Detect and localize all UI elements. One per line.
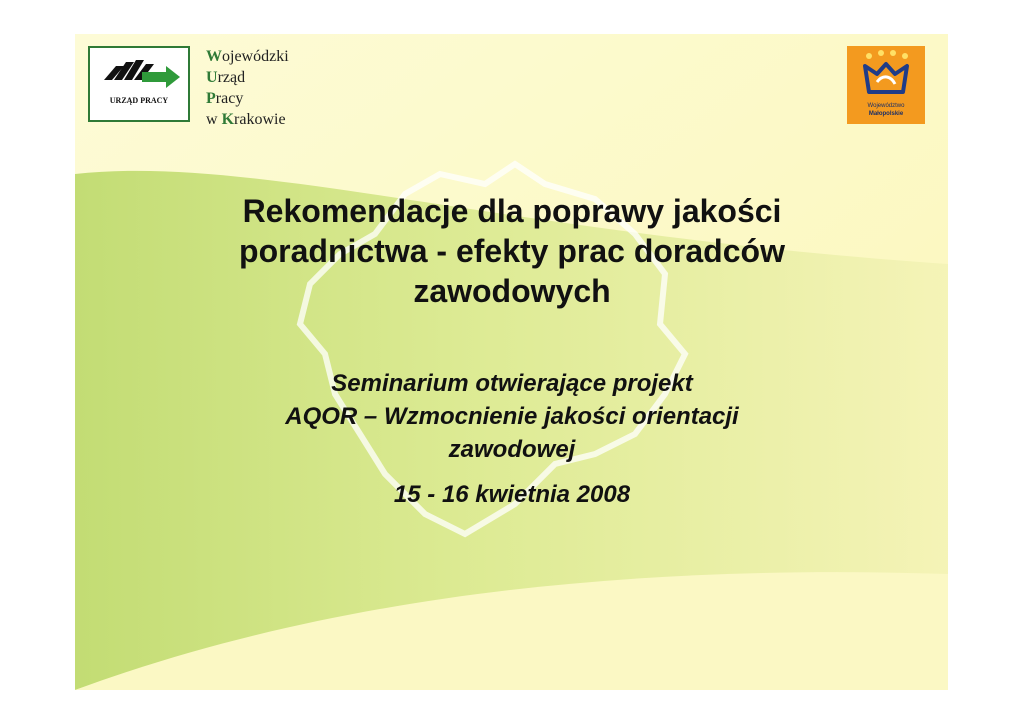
wup-name-line: Urząd bbox=[206, 69, 246, 86]
wup-name-line: w Krakowie bbox=[206, 111, 286, 128]
malopolska-caption: Województwo Małopolskie bbox=[867, 103, 905, 117]
slide bbox=[75, 34, 948, 690]
subtitle-line: Seminarium otwierające projekt bbox=[331, 370, 693, 397]
wup-name-line: Pracy bbox=[206, 90, 244, 107]
urzad-pracy-caption: URZĄD PRACY bbox=[109, 96, 169, 105]
subtitle-line: zawodowej bbox=[448, 436, 576, 463]
title-line: Rekomendacje dla poprawy jakości bbox=[242, 193, 782, 229]
urzad-pracy-logo-arrow-icon bbox=[90, 48, 188, 120]
slide-subtitle bbox=[145, 367, 879, 466]
event-date: 15 - 16 kwietnia 2008 bbox=[393, 481, 631, 508]
wup-name bbox=[206, 46, 289, 130]
slide-title bbox=[145, 191, 879, 311]
background-swoosh bbox=[75, 34, 948, 690]
subtitle-line: AQOR – Wzmocnienie jakości orientacji bbox=[285, 403, 739, 430]
wup-name-line: Wojewódzki bbox=[206, 48, 289, 65]
title-line: poradnictwa - efekty prac doradców bbox=[239, 233, 785, 269]
malopolska-logo bbox=[847, 46, 925, 124]
title-line: zawodowych bbox=[413, 273, 611, 309]
urzad-pracy-logo bbox=[88, 46, 190, 122]
